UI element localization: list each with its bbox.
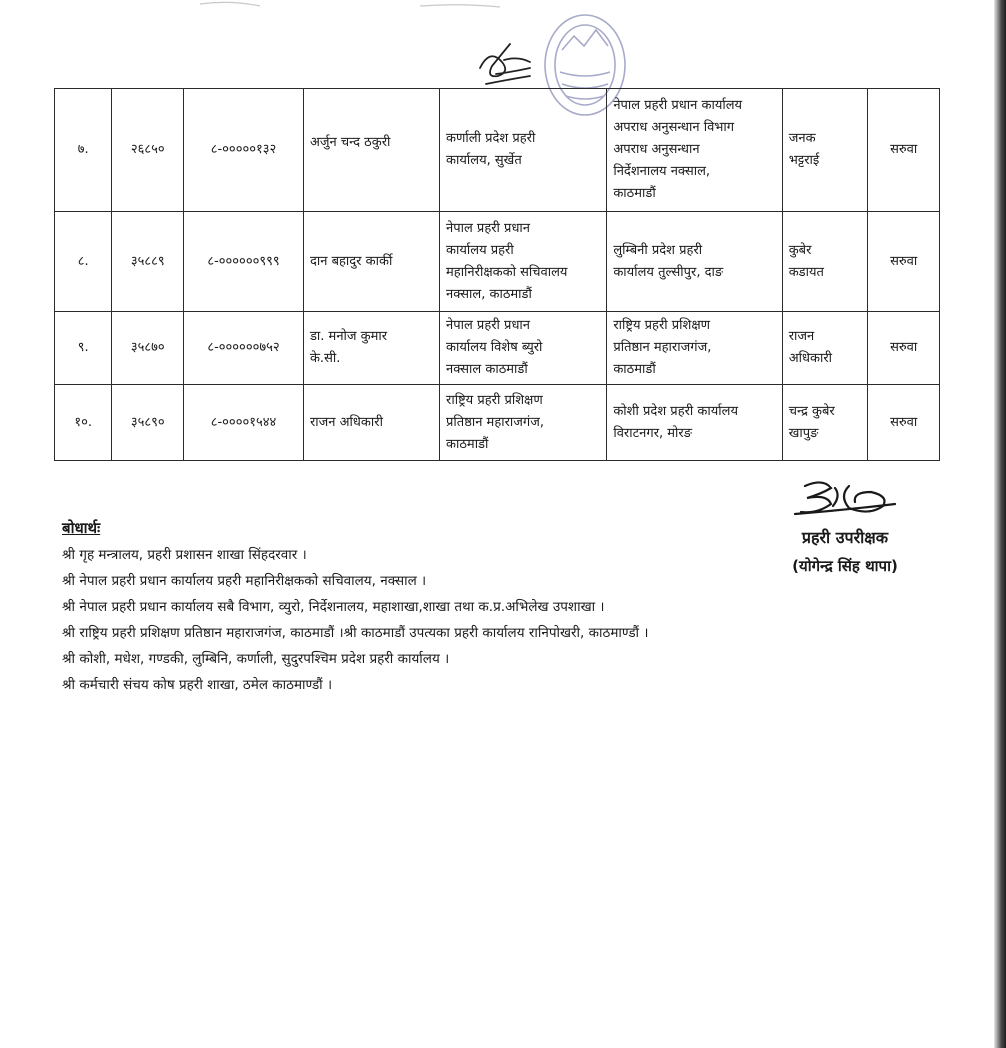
serial-cell	[55, 212, 112, 312]
cc-section	[62, 518, 648, 698]
table-row	[55, 385, 940, 461]
approver-cell	[782, 312, 868, 385]
symbol-cell	[184, 312, 304, 385]
police-id-cell	[112, 385, 184, 461]
serial-cell	[55, 312, 112, 385]
employee-name: डा. मनोज कुमार के.सी.	[309, 329, 388, 366]
approver-cell	[782, 89, 868, 212]
approver-name: राजन अधिकारी	[788, 329, 833, 366]
approver-name: कुबेर कडायत	[788, 242, 824, 280]
approver-name: चन्द्र कुबेर खापुङ	[788, 403, 835, 441]
police-id: ३५८८९	[130, 253, 165, 269]
remark: सरुवा	[890, 340, 918, 355]
page-edge-shadow	[994, 0, 1006, 1048]
serial-number: १०.	[74, 414, 93, 430]
name-cell	[303, 212, 439, 312]
police-id: २६८५०	[130, 142, 165, 157]
initial-signature-icon	[476, 40, 536, 88]
cc-line: श्री नेपाल प्रहरी प्रधान कार्यालय सबै विभाग, व्युरो, निर्देशनालय, महाशाखा,शाखा तथा क.प्र.अभिलेख उपशाखा ।	[62, 599, 605, 615]
police-id-cell	[112, 212, 184, 312]
current-office: राष्ट्रिय प्रहरी प्रशिक्षण प्रतिष्ठान महाराजगंज, काठमाडौं	[446, 392, 545, 452]
police-id: ३५८७०	[130, 340, 165, 355]
current-office: नेपाल प्रहरी प्रधान कार्यालय विशेष ब्युरो नक्साल काठमाडौं	[446, 318, 543, 377]
cc-list	[62, 542, 648, 698]
serial-number: ७.	[77, 142, 89, 157]
current-office-cell	[440, 312, 607, 385]
cc-line: श्री राष्ट्रिय प्रहरी प्रशिक्षण प्रतिष्ठान महाराजगंज, काठमाडौं ।श्री काठमाडौं उपत्यका प्रहरी कार्यालय रानिपोखरी, काठमाण्डौं ।	[62, 625, 649, 641]
name-cell	[303, 312, 439, 385]
serial-number: ९.	[77, 340, 89, 355]
officer-signature-icon	[765, 474, 905, 534]
signatory-title: प्रहरी उपरीक्षक	[801, 528, 889, 547]
police-id: ३५८९०	[130, 414, 165, 430]
new-office: राष्ट्रिय प्रहरी प्रशिक्षण प्रतिष्ठान महाराजगंज, काठमाडौं	[613, 318, 712, 377]
new-office-cell	[607, 212, 782, 312]
symbol-number: ८-०००००१३२	[210, 142, 277, 157]
approver-cell	[782, 385, 868, 461]
remark-cell	[868, 312, 940, 385]
symbol-number: ८-००००००७५२	[207, 340, 280, 355]
serial-number: ८.	[77, 253, 89, 269]
symbol-number: ८-००००१५४४	[210, 414, 277, 430]
approver-name: जनक भट्टराई	[788, 131, 820, 168]
remark-cell	[868, 212, 940, 312]
employee-name: दान बहादुर कार्की	[309, 253, 393, 269]
remark: सरुवा	[890, 142, 918, 157]
new-office: नेपाल प्रहरी प्रधान कार्यालय अपराध अनुसन्धान विभाग अपराध अनुसन्धान निर्देशनालय नक्साल, काठमाडौं	[613, 98, 743, 201]
faint-header-marks	[180, 0, 600, 16]
police-id-cell	[112, 312, 184, 385]
new-office: लुम्बिनी प्रदेश प्रहरी कार्यालय तुल्सीपुर, दाङ	[613, 242, 724, 280]
employee-name: अर्जुन चन्द ठकुरी	[309, 135, 391, 150]
symbol-cell	[184, 385, 304, 461]
table-row	[55, 212, 940, 312]
employee-name: राजन अधिकारी	[309, 414, 383, 430]
serial-cell	[55, 89, 112, 212]
cc-line: श्री गृह मन्त्रालय, प्रहरी प्रशासन शाखा सिंहदरवार ।	[62, 547, 307, 563]
serial-cell	[55, 385, 112, 461]
symbol-number: ८-००००००९९९	[207, 253, 280, 269]
current-office: नेपाल प्रहरी प्रधान कार्यालय प्रहरी महानिरीक्षकको सचिवालय नक्साल, काठमाडौं	[446, 220, 568, 302]
name-cell	[303, 385, 439, 461]
new-office-cell	[607, 89, 782, 212]
current-office-cell	[440, 385, 607, 461]
current-office-cell	[440, 89, 607, 212]
table-row	[55, 89, 940, 212]
cc-line: श्री नेपाल प्रहरी प्रधान कार्यालय प्रहरी महानिरीक्षकको सचिवालय, नक्साल ।	[62, 573, 427, 589]
current-office: कर्णाली प्रदेश प्रहरी कार्यालय, सुर्खेत	[446, 131, 536, 168]
new-office-cell	[607, 312, 782, 385]
new-office-cell	[607, 385, 782, 461]
remark-cell	[868, 89, 940, 212]
approver-cell	[782, 212, 868, 312]
remark-cell	[868, 385, 940, 461]
police-id-cell	[112, 89, 184, 212]
remark: सरुवा	[890, 253, 918, 269]
remark: सरुवा	[890, 414, 918, 430]
signature-block	[740, 474, 930, 576]
new-office: कोशी प्रदेश प्रहरी कार्यालय विराटनगर, मोरङ	[613, 403, 739, 441]
cc-line: श्री कर्मचारी संचय कोष प्रहरी शाखा, ठमेल काठमाण्डौं ।	[62, 677, 333, 693]
cc-heading: बोधार्थः	[62, 519, 101, 537]
symbol-cell	[184, 212, 304, 312]
name-cell	[303, 89, 439, 212]
transfer-table	[54, 88, 940, 461]
signatory-name: (योगेन्द्र सिंह थापा)	[792, 557, 898, 575]
table-row	[55, 312, 940, 385]
cc-line: श्री कोशी, मधेश, गण्डकी, लुम्बिनि, कर्णाली, सुदुरपश्चिम प्रदेश प्रहरी कार्यालय ।	[62, 651, 450, 667]
current-office-cell	[440, 212, 607, 312]
symbol-cell	[184, 89, 304, 212]
